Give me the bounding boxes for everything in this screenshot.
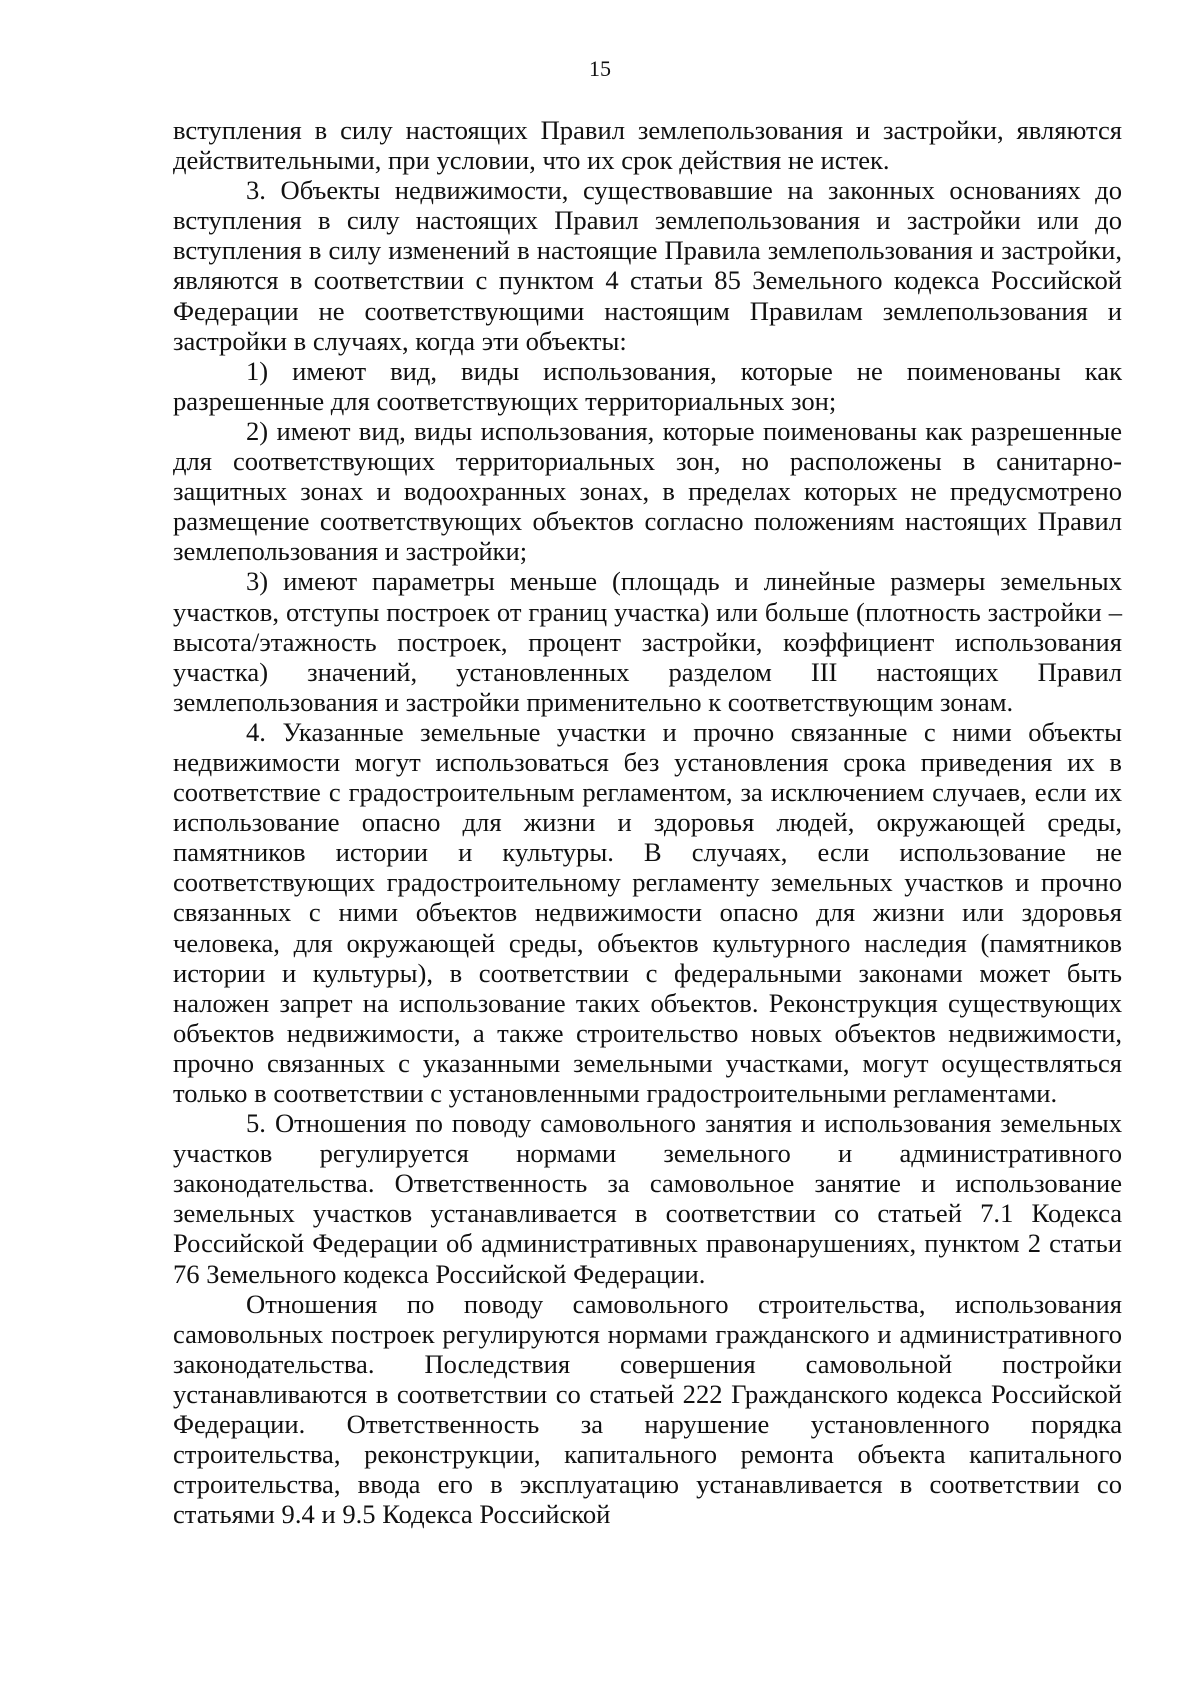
page-number: 15 (589, 56, 611, 81)
paragraph-subitem-1: 1) имеют вид, виды использования, которые не поименованы как разрешенные для соответствующих территориальных зон; (173, 355, 1122, 416)
paragraph-subitem-3: 3) имеют параметры меньше (площадь и линейные размеры земельных участков, отступы построек от границ участка) или больше (плотность застройки – высота/этажность построек, процент застройки, коэффициент использования участка) значений, установленных разделом III настоящих Правил землепользования и застройки применительно к соответствующим зонам. (173, 566, 1122, 717)
paragraph-item-3: 3. Объекты недвижимости, существовавшие на законных основаниях до вступления в силу настоящих Правил землепользования и застройки или до вступления в силу изменений в настоящие Правила землепользования и застройки, являются в соответствии с пунктом 4 статьи 85 Земельного кодекса Российской Федерации не соответствующими настоящим Правилам землепользования и застройки в случаях, когда эти объекты: (173, 175, 1122, 356)
document-body (173, 115, 1122, 1529)
paragraph-continuation: вступления в силу настоящих Правил землепользования и застройки, являются действительными, при условии, что их срок действия не истек. (173, 115, 1122, 176)
paragraph-item-4: 4. Указанные земельные участки и прочно связанные с ними объекты недвижимости могут использоваться без установления срока приведения их в соответствие с градостроительным регламентом, за исключением случаев, если их использование опасно для жизни и здоровья людей, окружающей среды, памятников истории и культуры. В случаях, если использование не соответствующих градостроительному регламенту земельных участков и прочно связанных с ними объектов недвижимости опасно для жизни или здоровья человека, для окружающей среды, объектов культурного наследия (памятников истории и культуры), в соответствии с федеральными законами может быть наложен запрет на использование таких объектов. Реконструкция существующих объектов недвижимости, а также строительство новых объектов недвижимости, прочно связанных с указанными земельными участками, могут осуществляться только в соответствии с установленными градостроительными регламентами. (173, 716, 1122, 1108)
paragraph-item-5: 5. Отношения по поводу самовольного занятия и использования земельных участков регулируется нормами земельного и административного законодательства. Ответственность за самовольное занятие и использование земельных участков устанавливается в соответствии со статьей 7.1 Кодекса Российской Федерации об административных правонарушениях, пунктом 2 статьи 76 Земельного кодекса Российской Федерации. (173, 1108, 1122, 1289)
paragraph-subitem-2: 2) имеют вид, виды использования, которые поименованы как разрешенные для соответствующих территориальных зон, но расположены в санитарно-защитных зонах и водоохранных зонах, в пределах которых не предусмотрено размещение соответствующих объектов согласно положениям настоящих Правил землепользования и застройки; (173, 415, 1122, 567)
paragraph-unauthorized-construction: Отношения по поводу самовольного строительства, использования самовольных построек регулируются нормами гражданского и административного законодательства. Последствия совершения самовольной постройки устанавливаются в соответствии со статьей 222 Гражданского кодекса Российской Федерации. Ответственность за нарушение установленного порядка строительства, реконструкции, капитального ремонта объекта капитального строительства, ввода его в эксплуатацию устанавливается в соответствии со статьями 9.4 и 9.5 Кодекса Российской (173, 1288, 1122, 1530)
